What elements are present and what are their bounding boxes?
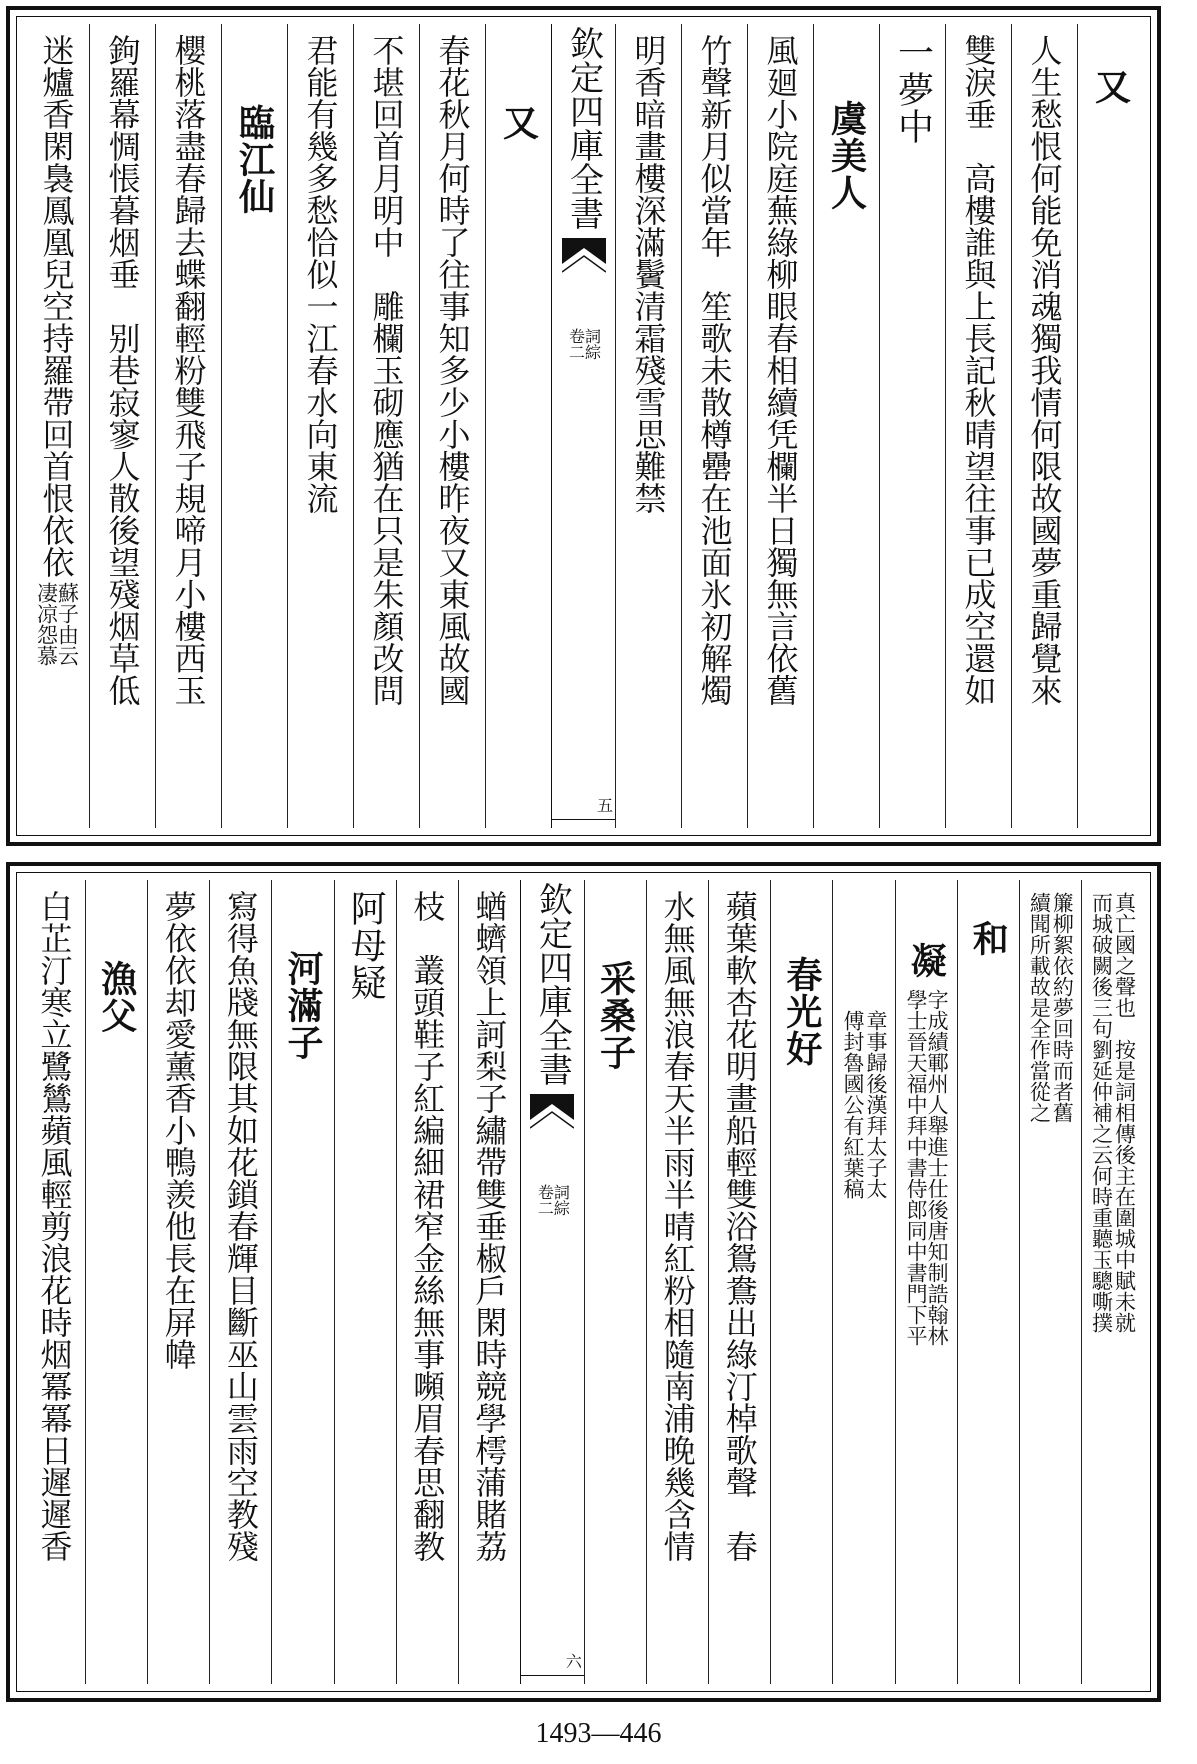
- column-body: [408, 890, 447, 1562]
- page-panel-bottom: [6, 862, 1161, 1702]
- verse-column: [708, 880, 770, 1684]
- column-body: [658, 890, 697, 1562]
- verse-text: 水無風無浪春天半雨半晴紅粉相隨南浦晚幾含情: [658, 890, 697, 1562]
- tune-title-column: [221, 24, 287, 828]
- annotation-right: 章事歸後漢拜太子太: [863, 1010, 888, 1199]
- commentary-note-line: 凄凉怨慕: [34, 582, 59, 666]
- fold-gutter: [520, 880, 584, 1684]
- verse-text: 君能有幾多愁恰似一江春水向東流: [301, 34, 340, 514]
- verse-text: 人生愁恨何能免消魂獨我情何限故國夢重歸覺來: [1025, 34, 1064, 706]
- column-body: [301, 34, 340, 514]
- tune-title: 虞美人: [825, 100, 868, 211]
- verse-text: 雙淚垂 高樓誰與上長記秋晴望往事已成空還如: [959, 34, 998, 706]
- tune-title: 河滿子: [281, 950, 324, 1061]
- tune-title-column: [957, 880, 1019, 1684]
- verse-column: [646, 880, 708, 1684]
- text-columns-bottom: [24, 880, 1143, 1684]
- volume-label-part: 卷二: [535, 1184, 555, 1216]
- verse-text: 櫻桃落盡春歸去蝶翻輕粉雙飛子規啼月小樓西玉: [169, 34, 208, 706]
- column-body: [470, 890, 509, 1562]
- column-body: [95, 960, 138, 1034]
- volume-label: [535, 1184, 571, 1216]
- column-body: [720, 890, 759, 1562]
- annotation-column: [1081, 880, 1143, 1684]
- author-note: [904, 989, 950, 1346]
- leaf-number: 五: [552, 797, 616, 820]
- verse-text: 不堪回首月明中 雕欄玉砌應猶在只是朱顏改問: [367, 34, 406, 706]
- book-title: 欽定四庫全書: [532, 882, 573, 1086]
- column-body: [103, 34, 142, 706]
- commentary-note-line: 蘇子由云: [55, 582, 80, 666]
- author-note-left: 學士晉天福中拜中書侍郎同中書門下平: [904, 989, 929, 1346]
- tune-title-column: [770, 880, 832, 1684]
- fish-tail-ornament-icon: [562, 238, 606, 308]
- tune-title: 凝: [905, 942, 948, 979]
- verse-column: [89, 24, 155, 828]
- column-body: [433, 34, 472, 706]
- tune-title: 又: [1089, 68, 1132, 105]
- verse-text: 枝 叢頭鞋子紅編細裙窄金絲無事嚬眉春思翻教: [408, 890, 447, 1562]
- verse-text: 竹聲新月似當年 笙歌未散樽罍在池面氷初解燭: [695, 34, 734, 706]
- verse-text: 一夢中: [892, 34, 934, 145]
- verse-column: [945, 24, 1011, 828]
- annotation-left: 傅封魯國公有紅葉稿: [840, 1010, 865, 1199]
- annotation-left: 而城破闕後三句劉延仲補之云何時重聽玉驄嘶撲: [1089, 892, 1114, 1333]
- page-number-footer: 1493—446: [535, 1718, 662, 1749]
- verse-text: 風廻小院庭蕪綠柳眼春相續凭欄半日獨無言依舊: [761, 34, 800, 706]
- column-body: [629, 34, 668, 514]
- tune-title-column: [85, 880, 147, 1684]
- annotation-column: [832, 880, 894, 1684]
- tune-title: 漁父: [95, 960, 138, 1034]
- tune-title-column: [895, 880, 957, 1684]
- column-body: [36, 34, 78, 666]
- verse-column: [287, 24, 353, 828]
- verse-column: [615, 24, 681, 828]
- volume-label-part: 卷二: [566, 328, 586, 360]
- column-body: [695, 34, 734, 706]
- verse-column: [747, 24, 813, 828]
- annotation-right: 真亡國之聲也 按是詞相傳後主在圍城中賦未就: [1112, 892, 1137, 1333]
- verse-column: [879, 24, 945, 828]
- verse-text: 蘋葉軟杏花明畫船輕雙浴鴛鴦出綠汀棹歌聲 春: [720, 890, 759, 1562]
- verse-column: [458, 880, 520, 1684]
- annotation-right: 簾柳絮依約夢回時而者舊: [1050, 892, 1075, 1123]
- volume-label-part: 詞綜: [582, 328, 602, 360]
- column-body: [367, 34, 406, 706]
- column-body: [169, 34, 208, 706]
- column-body: [35, 890, 74, 1562]
- page-panel-top: [6, 6, 1161, 846]
- fold-gutter: [551, 24, 615, 828]
- text-columns-top: [24, 24, 1143, 828]
- verse-text: 鉤羅幕惆悵暮烟垂 别巷寂寥人散後望殘烟草低: [103, 34, 142, 706]
- column-body: [904, 942, 950, 1346]
- column-body: [497, 104, 540, 141]
- verse-column: [155, 24, 221, 828]
- column-body: [281, 950, 324, 1061]
- verse-column: [681, 24, 747, 828]
- verse-column: [353, 24, 419, 828]
- tune-title-column: [584, 880, 646, 1684]
- tune-title-column: [813, 24, 879, 828]
- verse-column: [396, 880, 458, 1684]
- column-body: [1025, 34, 1064, 706]
- column-body: [221, 890, 260, 1562]
- column-body: [159, 890, 198, 1370]
- author-note-right: 字成績鄆州人舉進士仕後唐知制誥翰林: [925, 989, 950, 1346]
- verse-text: 蝤蠐領上訶梨子繡帶雙垂椒戶閑時競學樗蒲賭荔: [470, 890, 509, 1562]
- column-body: [761, 34, 800, 706]
- column-body: [780, 956, 823, 1067]
- annotation-column: [1019, 880, 1081, 1684]
- fish-tail-ornament-icon: [530, 1094, 574, 1164]
- verse-column: [147, 880, 209, 1684]
- tune-title: 臨江仙: [233, 104, 276, 215]
- verse-text: 阿母疑: [345, 890, 387, 1001]
- verse-text: 夢依依却愛薰香小鴨羨他長在屏幃: [159, 890, 198, 1370]
- column-body: [345, 890, 387, 1001]
- verse-column: [24, 880, 85, 1684]
- tune-title-column: [1077, 24, 1143, 828]
- column-body: [594, 960, 637, 1071]
- verse-column: [419, 24, 485, 828]
- column-body: [825, 100, 868, 211]
- tune-title: 春光好: [780, 956, 823, 1067]
- verse-text: 寫得魚牋無限其如花鎖春輝目斷巫山雲雨空教殘: [221, 890, 260, 1562]
- tune-title: 又: [497, 104, 540, 141]
- leaf-number: 六: [520, 1653, 584, 1676]
- verse-text: 明香暗畫樓深滿鬢清霜殘雪思難禁: [629, 34, 668, 514]
- volume-label: [568, 328, 600, 360]
- tune-title: 采桑子: [594, 960, 637, 1071]
- verse-text: 白芷汀寒立鷺鷥蘋風輕剪浪花時烟冪冪日遲遲香: [35, 890, 74, 1562]
- book-title: 欽定四庫全書: [563, 26, 604, 230]
- commentary-note: [36, 582, 78, 666]
- volume-label-part: 詞綜: [551, 1184, 571, 1216]
- column-body: [233, 104, 276, 215]
- verse-text: 春花秋月何時了往事知多少小樓昨夜又東風故國: [433, 34, 472, 706]
- verse-column: [1011, 24, 1077, 828]
- verse-text: 迷爐香閑裊鳳凰兒空持羅帶回首恨依依: [37, 34, 76, 578]
- verse-column: [334, 880, 396, 1684]
- tune-title-column: [271, 880, 333, 1684]
- verse-column: [209, 880, 271, 1684]
- verse-column: [24, 24, 89, 828]
- column-body: [892, 34, 934, 145]
- annotation-left: 續聞所載故是全作當從之: [1027, 892, 1052, 1123]
- column-body: [959, 34, 998, 706]
- column-body: [967, 920, 1010, 957]
- tune-title-column: [485, 24, 551, 828]
- tune-title: 和: [967, 920, 1010, 957]
- column-body: [1089, 68, 1132, 105]
